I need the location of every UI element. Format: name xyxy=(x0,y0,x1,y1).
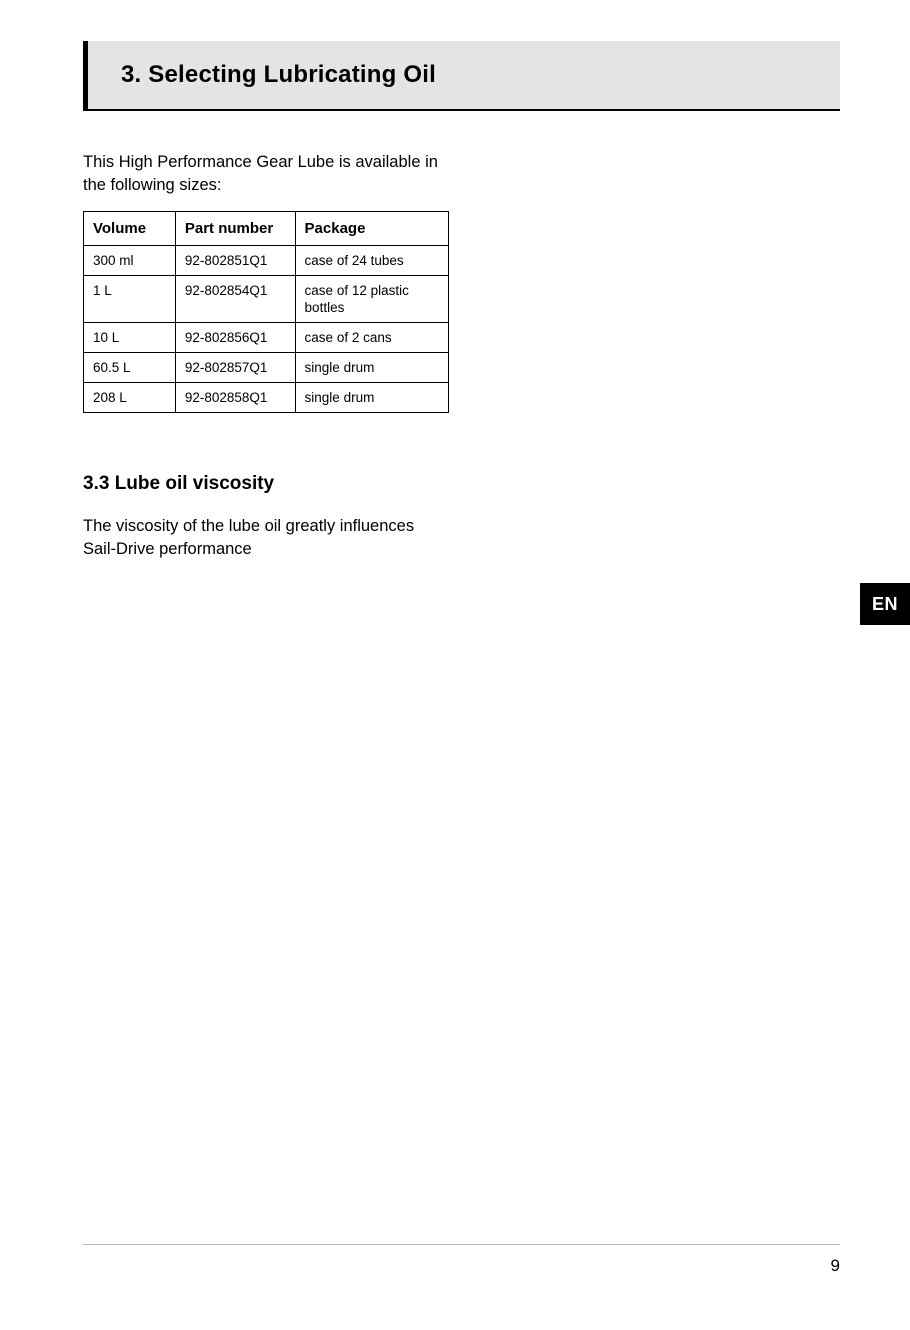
cell-volume: 10 L xyxy=(84,323,176,353)
table-header-package: Package xyxy=(295,212,448,246)
table-header-row xyxy=(84,212,449,246)
footer-divider xyxy=(83,1244,840,1245)
table-row xyxy=(84,383,449,413)
chapter-header xyxy=(83,41,840,111)
page-title: 3. Selecting Lubricating Oil xyxy=(121,61,436,88)
cell-part-number: 92-802851Q1 xyxy=(175,246,295,276)
table-row xyxy=(84,353,449,383)
table-row xyxy=(84,276,449,323)
page-number: 9 xyxy=(830,1256,840,1275)
table-header-part-number: Part number xyxy=(175,212,295,246)
intro-paragraph: This High Performance Gear Lube is available in the following sizes: xyxy=(83,152,438,194)
cell-part-number: 92-802858Q1 xyxy=(175,383,295,413)
cell-package: single drum xyxy=(295,353,448,383)
cell-package: case of 2 cans xyxy=(295,323,448,353)
cell-volume: 300 ml xyxy=(84,246,176,276)
cell-volume: 60.5 L xyxy=(84,353,176,383)
cell-package: case of 12 plastic bottles xyxy=(295,276,448,323)
oil-sizes-table xyxy=(83,211,449,413)
language-tab: EN xyxy=(860,583,910,625)
table-row xyxy=(84,323,449,353)
cell-package: case of 24 tubes xyxy=(295,246,448,276)
cell-part-number: 92-802856Q1 xyxy=(175,323,295,353)
cell-volume: 1 L xyxy=(84,276,176,323)
section-paragraph: The viscosity of the lube oil greatly influences Sail-Drive performance xyxy=(83,516,415,558)
table-header-volume: Volume xyxy=(84,212,176,246)
cell-volume: 208 L xyxy=(84,383,176,413)
cell-part-number: 92-802854Q1 xyxy=(175,276,295,323)
cell-part-number: 92-802857Q1 xyxy=(175,353,295,383)
table-row xyxy=(84,246,449,276)
section-heading: 3.3 Lube oil viscosity xyxy=(83,472,275,494)
cell-package: single drum xyxy=(295,383,448,413)
